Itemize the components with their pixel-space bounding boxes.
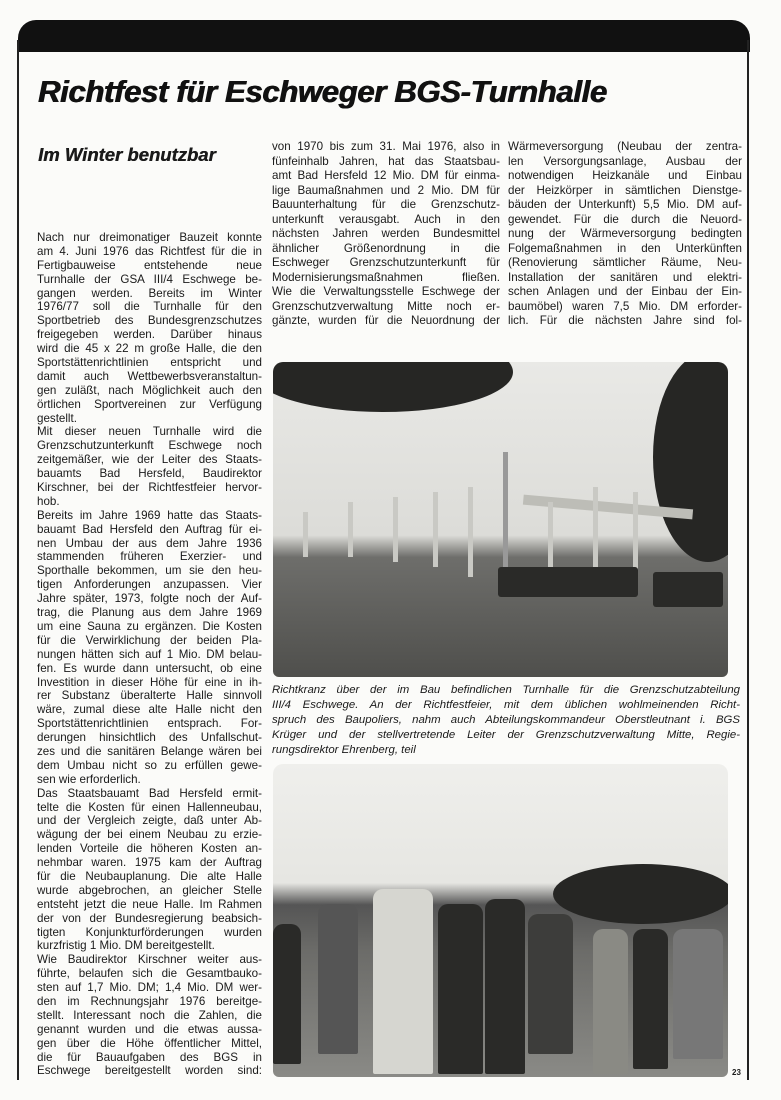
text-line: bäuden der Unterkunft) 5,5 Mio. DM auf- — [508, 198, 742, 211]
frame-post — [348, 502, 353, 557]
text-line: Bereits im Jahre 1969 hatte das Staats- — [37, 508, 262, 522]
text-line: Sportstättenrichtlinien entspricht und — [37, 356, 262, 370]
text-line: amt Bad Hersfeld 12 Mio. DM für einma- — [272, 169, 500, 182]
text-line: (Renovierung sämtlicher Räume, Neu- — [508, 256, 742, 269]
page-number: 23 — [732, 1068, 741, 1077]
text-line: zeitgemäßer, wie der Leiter des Staats- — [37, 453, 262, 467]
person — [593, 929, 628, 1074]
text-line: Kirschner, bei der Richtfestfeier hervor- — [37, 481, 262, 495]
text-line: zes und die sanitären Belange wären bei — [37, 744, 262, 758]
text-line: rer Substanz überalterte Halle sinnvoll — [37, 689, 262, 703]
text-line: nen Umbau der aus dem Jahre 1936 — [37, 536, 262, 550]
person — [633, 929, 668, 1069]
text-line: den im Rechnungsjahr 1976 bereitge- — [37, 994, 262, 1008]
caption-line: spruch des Baupoliers, nahm auch Abteilungskommandeur Oberstleutnant i. BGS — [272, 714, 740, 726]
text-line: nehmbar waren. 1975 kam der Auftrag — [37, 856, 262, 870]
text-line: entsteht jetzt die neue Halle. Im Rahmen — [37, 897, 262, 911]
text-line: fünfeinhalb Jahren, hat das Staatsbau- — [272, 154, 500, 168]
page-frame-left — [17, 40, 19, 1080]
text-line: Folgemaßnahmen in den Unterkünften — [508, 241, 742, 255]
text-line: Wärmeversorgung (Neubau der zentra- — [508, 140, 742, 153]
text-line: örtlichen Sportvereinen zur Verfügung — [37, 397, 262, 411]
text-line: Mit dieser neuen Turnhalle wird die — [37, 425, 262, 439]
person — [318, 904, 358, 1054]
text-line: bauamt Bad Hersfeld den Auftrag für ei- — [37, 522, 262, 536]
person — [485, 899, 525, 1074]
caption-line: Krüger und der stellvertretende Leiter der Grenzschutzverwaltung Mitte, Regie- — [272, 729, 740, 741]
person — [673, 929, 723, 1059]
frame-post — [593, 487, 598, 577]
frame-post — [468, 487, 473, 577]
text-line: dem Umbau nicht so zu erfüllen gewe- — [37, 758, 262, 772]
text-line: Grenzschutzunterkunft Eschwege noch — [37, 439, 262, 453]
text-line: Installation der sanitären und elektri- — [508, 270, 742, 284]
text-line: Wie Baudirektor Kirschner weiter aus- — [37, 953, 262, 967]
article-title: Richtfest für Eschweger BGS-Turnhalle — [38, 74, 607, 109]
text-line: von 1970 bis zum 31. Mai 1976, also in — [272, 140, 500, 153]
text-line: Eschweger Grenzschutzunterkunft für — [272, 256, 500, 269]
text-line: derungen hinsichtlich des Unfallschut- — [37, 731, 262, 745]
text-line: sten auf 1,7 Mio. DM; 1,4 Mio. DM wer- — [37, 981, 262, 995]
text-line: für die Neubauplanung. Die alte Halle — [37, 869, 262, 883]
text-line: bauamts Bad Hersfeld, Baudirektor — [37, 467, 262, 481]
text-line: Sportbetrieb des Bundesgrenzschutzes — [37, 314, 262, 328]
person-light-coat — [373, 889, 433, 1074]
text-line: schen Anlagen und der Einbau der Ein- — [508, 285, 742, 298]
person — [273, 924, 301, 1064]
text-line: nächsten Jahren werden Bundesmittel — [272, 227, 500, 240]
text-line: führte, belaufen sich die Gesamtbauko- — [37, 967, 262, 981]
text-line: gen über die Höhe öffentlicher Mittel, — [37, 1036, 262, 1050]
text-line: sen wie erforderlich. — [37, 772, 141, 786]
text-line: und der Vergleich zeigte, daß unter Ab- — [37, 814, 262, 828]
text-line: telte die Kosten für einen Hallenneubau, — [37, 800, 262, 814]
page-frame-right — [747, 40, 749, 1080]
text-line: lich. Für die nächsten Jahre sind fol- — [508, 314, 742, 327]
frame-post — [303, 512, 308, 557]
text-line: der von der Bundesregierung beabsich- — [37, 911, 262, 925]
article-subtitle: Im Winter benutzbar — [38, 144, 216, 165]
text-column-left — [37, 231, 262, 1078]
photo-gymnasium-construction — [273, 362, 728, 677]
text-line: für die Verwirklichung der beiden Pla- — [37, 633, 262, 647]
photo-caption — [272, 683, 740, 758]
text-line: Grenzschutzverwaltung Mitte noch er- — [272, 299, 500, 313]
text-line: Sportstättenrichtlinien entsprach. For- — [37, 717, 262, 731]
text-line: hob. — [37, 494, 60, 508]
text-line: Bauunterhaltung für die Grenzschutz- — [272, 198, 500, 211]
text-line: Wie die Verwaltungsstelle Eschwege der — [272, 285, 500, 298]
text-column-right — [508, 140, 742, 329]
text-line: tigten Konjunkturförderungen wurden — [37, 925, 262, 939]
crowd — [653, 572, 723, 607]
text-line: Investition in dieser Höhe für eine in ih- — [37, 675, 262, 689]
text-line: unterkunft verausgabt. Auch in den — [272, 212, 500, 226]
text-line: baumöbel) waren 7,5 Mio. DM erforder- — [508, 299, 742, 313]
crane — [503, 452, 508, 577]
header-bar — [18, 20, 750, 52]
text-line: len Versorgungsanlage, Ausbau der — [508, 154, 742, 168]
text-line: genannt wurden und die etwas aussa- — [37, 1022, 262, 1036]
frame-post — [633, 492, 638, 572]
text-line: Sporthalle bekommen, um sie den heu- — [37, 564, 262, 578]
caption-line: III/4 Eschwege. An der Richtfestfeier, mit dem üblichen wohlmeinenden Richt- — [272, 699, 740, 711]
text-line: 1976/77 soll die Turnhalle für den — [37, 300, 262, 314]
text-line: Nach nur dreimonatiger Bauzeit konnte — [37, 231, 262, 244]
text-line: nung der Wärmeversorgung bedingten — [508, 227, 742, 240]
text-line: lige Baumaßnahmen und 2 Mio. DM für — [272, 183, 500, 197]
frame-post — [433, 492, 438, 567]
treeline — [553, 864, 728, 924]
text-line: Eschwege bereitgestellt worden sind: — [37, 1064, 262, 1078]
tree-foliage — [273, 362, 513, 412]
text-line: gänzte, wurden für die Neuordnung der — [272, 314, 500, 327]
frame-post — [393, 497, 398, 562]
text-line: der Heizkörper in sämtlichen Dienstge- — [508, 183, 742, 197]
text-line: am 4. Juni 1976 das Richtfest für die in — [37, 244, 262, 258]
caption-line: rungsdirektor Ehrenberg, teil — [272, 744, 416, 756]
text-line: gangen werden. Bereits im Winter — [37, 286, 262, 300]
text-line: freigegeben werden. Darüber hinaus — [37, 328, 262, 342]
text-line: Fertigbauweise entstehende neue — [37, 258, 262, 272]
text-line: damit auch Wettbewerbsveranstaltun- — [37, 369, 262, 383]
text-line: Turnhalle der GSA III/4 Eschwege be- — [37, 272, 262, 286]
text-column-middle — [272, 140, 500, 329]
text-line: wurde abgebrochen, an gleicher Stelle — [37, 883, 262, 897]
text-line: Das Staatsbauamt Bad Hersfeld ermit- — [37, 786, 262, 800]
text-line: lenden Vorteile die höheren Kosten an- — [37, 842, 262, 856]
caption-line: Richtkranz über der im Bau befindlichen Turnhalle für die Grenzschutzabteilung — [272, 684, 740, 696]
text-line: wird die 45 x 22 m große Halle, die den — [37, 342, 262, 356]
text-line: trag, die Planung aus dem Jahre 1969 — [37, 606, 262, 620]
text-line: Modernisierungsmaßnahmen fließen. — [272, 270, 500, 284]
tree-right — [653, 362, 728, 562]
text-line: wäre, zumal diese alte Halle nicht den — [37, 703, 262, 717]
text-line: Jahre später, 1973, folgte noch der Auf- — [37, 592, 262, 606]
text-line: nungen hätten sich auf 1 Mio. DM belau- — [37, 647, 262, 661]
text-line: kurzfristig 1 Mio. DM bereitgestellt. — [37, 939, 215, 953]
text-line: gen zuläßt, nach Möglichkeit auch den — [37, 383, 262, 397]
text-line: stammenden früheren Exerzier- und — [37, 550, 262, 564]
text-line: fen. Es wurde dann untersucht, ob eine — [37, 661, 262, 675]
text-line: gewendet. Für die durch die Neuord- — [508, 212, 742, 226]
frame-post — [548, 502, 553, 577]
text-line: die für Bauaufgaben des BGS in — [37, 1050, 262, 1064]
crowd — [498, 567, 638, 597]
text-line: ähnlicher Größenordnung in die — [272, 241, 500, 255]
text-line: stellt. Interessant noch die Zahlen, die — [37, 1008, 262, 1022]
person — [528, 914, 573, 1054]
photo-officials-group — [273, 764, 728, 1077]
text-line: gestellt. — [37, 411, 77, 425]
text-line: tigen Anforderungen anzupassen. Vier — [37, 578, 262, 592]
person-uniform — [438, 904, 483, 1074]
text-line: um eine Sauna zu ergänzen. Die Kosten — [37, 619, 262, 633]
text-line: wägung der bei einem Neubau zu erzie- — [37, 828, 262, 842]
text-line: notwendigen Heizkanäle und Einbau — [508, 169, 742, 182]
